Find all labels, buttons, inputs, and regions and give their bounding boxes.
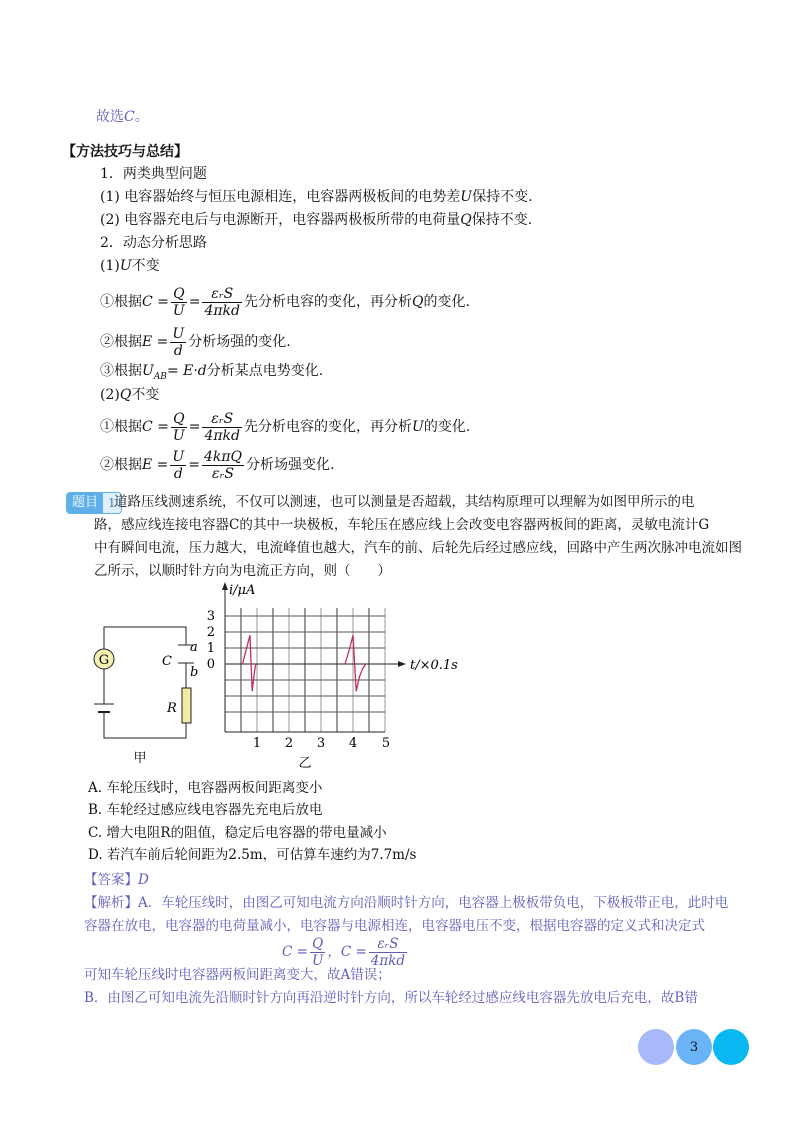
section-heading: 【方法技巧与总结】 bbox=[62, 144, 188, 160]
current-pulse-line bbox=[345, 635, 366, 691]
current-time-chart bbox=[222, 582, 406, 732]
x-tick: 5 bbox=[381, 736, 391, 751]
y-tick: 2 bbox=[206, 625, 215, 640]
answer: 【答案】D bbox=[84, 872, 149, 888]
analysis-formula: C = $\frac{Q}{U}$ ，C = εᵣS 4πkd bbox=[282, 936, 406, 969]
option-c: C. 增大电阻R的阻值，稳定后电容器的带电量减小 bbox=[88, 825, 387, 841]
capacitor-label: C bbox=[162, 654, 172, 669]
plate-a-label: a bbox=[190, 640, 198, 655]
formula-line: ①根据C = $\frac{Q}{U}$ = εᵣS 4πkd 先分析电容的变化，再分析U的变化. bbox=[100, 410, 471, 444]
resistor bbox=[182, 688, 191, 723]
x-axis-arrow bbox=[398, 661, 406, 667]
page-number: 3 bbox=[676, 1029, 712, 1065]
question-line: 路，感应线连接电容器C的其中一块极板，车轮压在感应线上会改变电容器两板间的距离，灵敏电流计G bbox=[94, 517, 710, 533]
x-tick: 4 bbox=[348, 736, 358, 751]
case-title: (2)Q不变 bbox=[100, 387, 160, 403]
method-line: (1) 电容器始终与恒压电源相连，电容器两极板间的电势差U保持不变. bbox=[100, 189, 533, 205]
option-d: D. 若汽车前后轮间距为2.5m，可估算车速约为7.7m/s bbox=[88, 847, 417, 863]
caption-jia: 甲 bbox=[133, 751, 147, 766]
page-decoration-dot bbox=[638, 1029, 674, 1065]
formula-line: ①根据C = $\frac{Q}{U}$ = εᵣS 4πkd 先分析电容的变化，再分析Q的变化. bbox=[100, 285, 470, 319]
analysis-line: 容器在放电，电容器的电荷量减小，电容器与电源相连，电容器电压不变，根据电容器的定义式和决定式 bbox=[84, 918, 705, 934]
analysis-line: 可知车轮压线时电容器两板间距离变大，故A错误； bbox=[84, 967, 391, 983]
circuit-diagram-jia bbox=[94, 627, 194, 738]
question-line: 乙所示，以顺时针方向为电流正方向，则（ ） bbox=[94, 563, 391, 579]
x-tick: 1 bbox=[252, 736, 262, 751]
question-line: 道路压线测速系统，不仅可以测速，也可以测量是否超载，其结构原理可以理解为如图甲所示的电 bbox=[114, 494, 695, 510]
question-tag: 题目 1 bbox=[66, 492, 122, 514]
option-a: A. 车轮压线时，电容器两板间距离变小 bbox=[88, 780, 323, 796]
previous-conclusion: 故选C。 bbox=[96, 109, 149, 125]
subsection-title: 1．两类典型问题 bbox=[100, 166, 207, 182]
case-title: (1)U不变 bbox=[100, 258, 160, 274]
current-pulse-line bbox=[243, 635, 256, 691]
formula-line: ②根据E = $\frac{U}{d}$ 分析场强的变化. bbox=[100, 325, 291, 359]
question-line: 中有瞬间电流，压力越大，电流峰值也越大，汽车的前、后轮先后经过感应线，回路中产生两次脉冲电流如图 bbox=[94, 540, 742, 556]
galvanometer-label: G bbox=[98, 653, 110, 668]
formula-line: ③根据$U_{AB}= E\cdot d$分析某点电势变化. bbox=[100, 363, 324, 382]
y-axis-arrow bbox=[222, 582, 228, 590]
y-axis-label: i/μA bbox=[229, 583, 256, 598]
page-decoration-dot bbox=[713, 1029, 749, 1065]
x-axis-label: t/×0.1s bbox=[410, 658, 458, 673]
y-tick: 3 bbox=[206, 609, 215, 624]
analysis-line: B．由图乙可知电流先沿顺时针方向再沿逆时针方向，所以车轮经过感应线电容器先放电后充电，故B错 bbox=[84, 990, 698, 1006]
formula-line: ②根据E = $\frac{U}{d}$ = 4kπQ εᵣS 分析场强变化. bbox=[100, 448, 335, 482]
x-tick: 2 bbox=[284, 736, 294, 751]
y-tick: 1 bbox=[206, 641, 215, 656]
resistor-label: R bbox=[167, 701, 177, 716]
x-tick: 3 bbox=[316, 736, 326, 751]
analysis-line: 【解析】A．车轮压线时，由图乙可知电流方向沿顺时针方向，电容器上极板带负电，下极板带正电，此时电 bbox=[84, 895, 729, 911]
y-tick: 0 bbox=[206, 657, 215, 672]
method-line: (2) 电容器充电后与电源断开，电容器两极板所带的电荷量Q保持不变. bbox=[100, 212, 533, 228]
circuit-wires bbox=[104, 627, 186, 738]
plate-b-label: b bbox=[190, 665, 199, 680]
caption-yi: 乙 bbox=[298, 756, 312, 771]
option-b: B. 车轮经过感应线电容器先充电后放电 bbox=[88, 802, 323, 818]
subsection-title: 2．动态分析思路 bbox=[100, 235, 207, 251]
